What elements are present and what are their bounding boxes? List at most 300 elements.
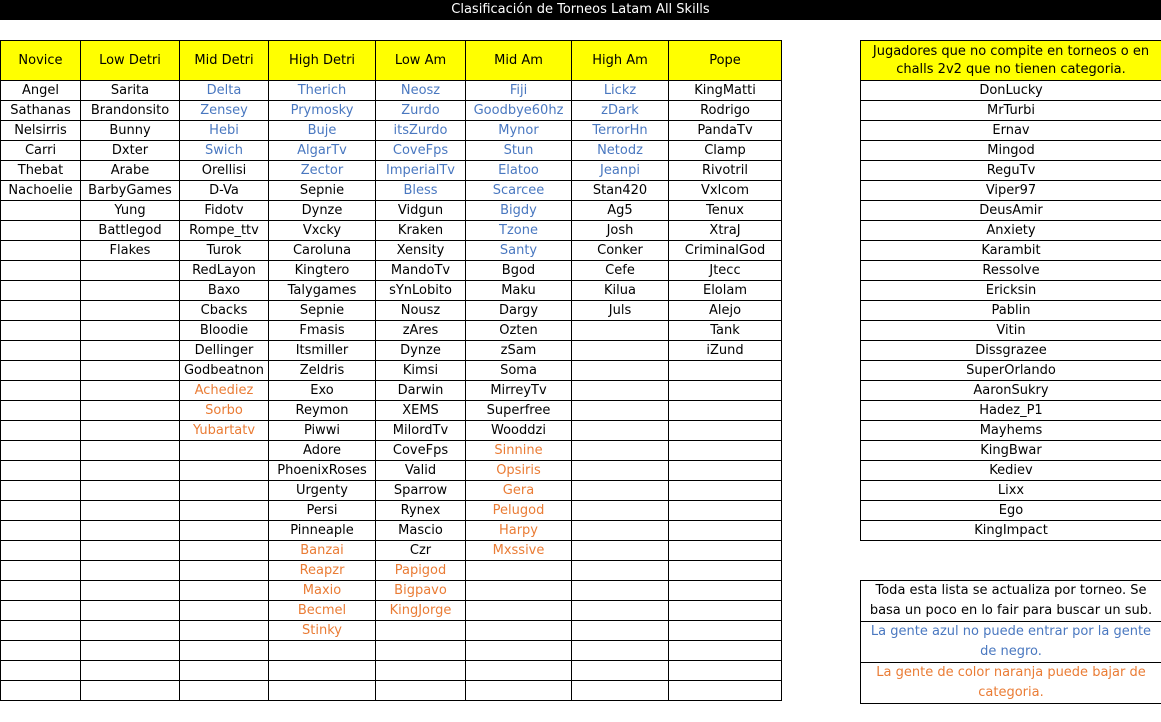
player-cell [81, 521, 180, 541]
player-cell: Stun [466, 141, 572, 161]
player-cell: Bgod [466, 261, 572, 281]
player-cell: Sinnine [466, 441, 572, 461]
player-cell: Yubartatv [180, 421, 269, 441]
table-row [861, 421, 1161, 441]
player-cell [1, 441, 81, 461]
player-cell: Ozten [466, 321, 572, 341]
table-row [1, 241, 782, 261]
player-cell [669, 661, 782, 681]
unranked-player-cell: KingImpact [861, 521, 1161, 541]
player-cell [1, 321, 81, 341]
player-cell [572, 661, 669, 681]
table-row [861, 161, 1161, 181]
player-cell [1, 381, 81, 401]
player-cell: Kimsi [376, 361, 466, 381]
table-row [861, 281, 1161, 301]
player-cell: CriminalGod [669, 241, 782, 261]
player-cell: Opsiris [466, 461, 572, 481]
column-header: High Am [572, 41, 669, 81]
player-cell: KingJorge [376, 601, 466, 621]
player-cell [466, 581, 572, 601]
player-cell: Fiji [466, 81, 572, 101]
table-row [1, 261, 782, 281]
player-cell: Santy [466, 241, 572, 261]
player-cell [1, 661, 81, 681]
player-cell [669, 681, 782, 701]
player-cell [1, 581, 81, 601]
player-cell: Soma [466, 361, 572, 381]
player-cell: D-Va [180, 181, 269, 201]
unranked-player-cell: Ericksin [861, 281, 1161, 301]
player-cell [180, 441, 269, 461]
player-cell: Tzone [466, 221, 572, 241]
player-cell [180, 601, 269, 621]
player-cell: XEMS [376, 401, 466, 421]
player-cell [180, 621, 269, 641]
player-cell: Mxssive [466, 541, 572, 561]
player-cell [1, 421, 81, 441]
player-cell: Dargy [466, 301, 572, 321]
unranked-player-cell: Dissgrazee [861, 341, 1161, 361]
table-row [1, 321, 782, 341]
player-cell: Becmel [269, 601, 376, 621]
unranked-player-cell: Viper97 [861, 181, 1161, 201]
player-cell [669, 581, 782, 601]
player-cell: Sathanas [1, 101, 81, 121]
player-cell [81, 661, 180, 681]
table-row [1, 81, 782, 101]
player-cell [1, 361, 81, 381]
column-header: Pope [669, 41, 782, 81]
table-row [1, 601, 782, 621]
player-cell: Rivotril [669, 161, 782, 181]
table-row [861, 121, 1161, 141]
player-cell [572, 621, 669, 641]
player-cell [572, 341, 669, 361]
player-cell [376, 661, 466, 681]
player-cell: Sepnie [269, 301, 376, 321]
player-cell: Delta [180, 81, 269, 101]
player-cell [269, 661, 376, 681]
player-cell [1, 481, 81, 501]
column-header: Mid Am [466, 41, 572, 81]
player-cell [180, 521, 269, 541]
player-cell [669, 381, 782, 401]
unranked-player-cell: Anxiety [861, 221, 1161, 241]
player-cell [1, 521, 81, 541]
table-row [1, 581, 782, 601]
player-cell: Darwin [376, 381, 466, 401]
player-cell: Xensity [376, 241, 466, 261]
player-cell: Therich [269, 81, 376, 101]
player-cell: KingMatti [669, 81, 782, 101]
unranked-player-cell: Ernav [861, 121, 1161, 141]
player-cell [81, 461, 180, 481]
player-cell [81, 481, 180, 501]
player-cell: Vxcky [269, 221, 376, 241]
player-cell: CoveFps [376, 141, 466, 161]
player-cell: Sepnie [269, 181, 376, 201]
player-cell [466, 621, 572, 641]
player-cell: Zector [269, 161, 376, 181]
player-cell [572, 441, 669, 461]
player-cell: Cbacks [180, 301, 269, 321]
player-cell: Rompe_ttv [180, 221, 269, 241]
table-row [861, 501, 1161, 521]
table-row [1, 361, 782, 381]
player-cell [81, 401, 180, 421]
player-cell [180, 461, 269, 481]
table-row [1, 281, 782, 301]
unranked-table [860, 40, 1161, 541]
player-cell: Nelsirris [1, 121, 81, 141]
unranked-header-row [861, 41, 1161, 81]
player-cell [1, 401, 81, 421]
unranked-header: Jugadores que no compite en torneos o en challs 2v2 que no tienen categoria. [861, 41, 1161, 81]
player-cell [466, 601, 572, 621]
player-cell [572, 321, 669, 341]
player-cell: zDark [572, 101, 669, 121]
unranked-player-cell: Mingod [861, 141, 1161, 161]
player-cell [81, 561, 180, 581]
player-cell [180, 581, 269, 601]
player-cell: Zeldris [269, 361, 376, 381]
unranked-player-cell: DonLucky [861, 81, 1161, 101]
unranked-player-cell: Pablin [861, 301, 1161, 321]
player-cell [572, 421, 669, 441]
player-cell: Orellisi [180, 161, 269, 181]
player-cell: Maxio [269, 581, 376, 601]
column-header: Low Detri [81, 41, 180, 81]
player-cell: Nachoelie [1, 181, 81, 201]
table-row [861, 301, 1161, 321]
player-cell [81, 381, 180, 401]
player-cell: Juls [572, 301, 669, 321]
player-cell [1, 281, 81, 301]
player-cell [669, 561, 782, 581]
player-cell [669, 401, 782, 421]
player-cell: Superfree [466, 401, 572, 421]
player-cell: Mynor [466, 121, 572, 141]
player-cell [572, 501, 669, 521]
player-cell [572, 381, 669, 401]
player-cell [572, 481, 669, 501]
player-cell [572, 641, 669, 661]
player-cell [81, 541, 180, 561]
table-row [1, 561, 782, 581]
player-cell: Vxlcom [669, 181, 782, 201]
player-cell: AlgarTv [269, 141, 376, 161]
player-cell [81, 361, 180, 381]
unranked-player-cell: SuperOrlando [861, 361, 1161, 381]
table-row [861, 441, 1161, 461]
player-cell: sYnLobito [376, 281, 466, 301]
ranking-table [0, 40, 782, 701]
player-cell: Reymon [269, 401, 376, 421]
player-cell: Godbeatnon [180, 361, 269, 381]
player-cell [81, 601, 180, 621]
table-row [861, 81, 1161, 101]
player-cell: Urgenty [269, 481, 376, 501]
table-row [861, 461, 1161, 481]
player-cell: Fidotv [180, 201, 269, 221]
player-cell [1, 561, 81, 581]
player-cell [572, 461, 669, 481]
player-cell: PhoenixRoses [269, 461, 376, 481]
player-cell [81, 441, 180, 461]
player-cell: Dynze [376, 341, 466, 361]
table-row [1, 541, 782, 561]
player-cell: Adore [269, 441, 376, 461]
player-cell [1, 241, 81, 261]
unranked-player-cell: Karambit [861, 241, 1161, 261]
player-cell: Talygames [269, 281, 376, 301]
player-cell [669, 601, 782, 621]
player-cell [376, 681, 466, 701]
unranked-player-cell: Kediev [861, 461, 1161, 481]
page-title: Clasificación de Torneos Latam All Skills [0, 0, 1161, 20]
column-header: Low Am [376, 41, 466, 81]
player-cell [81, 341, 180, 361]
note-row [861, 622, 1161, 663]
player-cell: Battlegod [81, 221, 180, 241]
player-cell: Ag5 [572, 201, 669, 221]
unranked-player-cell: Ressolve [861, 261, 1161, 281]
unranked-player-cell: KingBwar [861, 441, 1161, 461]
player-cell: Czr [376, 541, 466, 561]
player-cell [572, 601, 669, 621]
table-row [861, 201, 1161, 221]
player-cell [81, 281, 180, 301]
player-cell: Gera [466, 481, 572, 501]
note-text: Toda esta lista se actualiza por torneo. Se basa un poco en lo fair para buscar un sub. [861, 581, 1161, 622]
player-cell: Dynze [269, 201, 376, 221]
player-cell: Caroluna [269, 241, 376, 261]
player-cell [81, 681, 180, 701]
player-cell [1, 261, 81, 281]
table-row [1, 341, 782, 361]
player-cell [669, 541, 782, 561]
player-cell [1, 461, 81, 481]
player-cell: Bunny [81, 121, 180, 141]
player-cell [1, 221, 81, 241]
player-cell [180, 681, 269, 701]
player-cell [81, 321, 180, 341]
table-row [1, 181, 782, 201]
player-cell: Jtecc [669, 261, 782, 281]
table-row [1, 641, 782, 661]
player-cell [1, 541, 81, 561]
legend-notes [860, 580, 1161, 704]
table-row [1, 461, 782, 481]
player-cell [669, 361, 782, 381]
player-cell: iZund [669, 341, 782, 361]
player-cell [572, 401, 669, 421]
player-cell: Swich [180, 141, 269, 161]
player-cell: Bigdy [466, 201, 572, 221]
player-cell: Clamp [669, 141, 782, 161]
column-header: High Detri [269, 41, 376, 81]
player-cell: Bloodie [180, 321, 269, 341]
player-cell: Turok [180, 241, 269, 261]
player-cell: Kingtero [269, 261, 376, 281]
unranked-player-cell: MrTurbi [861, 101, 1161, 121]
unranked-player-cell: Vitin [861, 321, 1161, 341]
player-cell: Yung [81, 201, 180, 221]
player-cell [376, 641, 466, 661]
player-cell [669, 621, 782, 641]
column-header: Novice [1, 41, 81, 81]
player-cell [572, 521, 669, 541]
player-cell: Pinneaple [269, 521, 376, 541]
player-cell: Rynex [376, 501, 466, 521]
player-cell: Mascio [376, 521, 466, 541]
player-cell [572, 581, 669, 601]
table-row [861, 521, 1161, 541]
player-cell: Fmasis [269, 321, 376, 341]
player-cell [572, 561, 669, 581]
player-cell [1, 501, 81, 521]
player-cell [669, 521, 782, 541]
player-cell: PandaTv [669, 121, 782, 141]
player-cell [572, 541, 669, 561]
player-cell: Sarita [81, 81, 180, 101]
player-cell [1, 681, 81, 701]
player-cell: MilordTv [376, 421, 466, 441]
table-row [861, 381, 1161, 401]
table-row [1, 481, 782, 501]
table-row [1, 661, 782, 681]
player-cell: zSam [466, 341, 572, 361]
player-cell: Banzai [269, 541, 376, 561]
unranked-player-cell: AaronSukry [861, 381, 1161, 401]
player-cell: Sorbo [180, 401, 269, 421]
player-cell [1, 641, 81, 661]
player-cell: Angel [1, 81, 81, 101]
table-row [1, 101, 782, 121]
player-cell: Piwwi [269, 421, 376, 441]
player-cell: Alejo [669, 301, 782, 321]
player-cell: Buje [269, 121, 376, 141]
player-cell: RedLayon [180, 261, 269, 281]
player-cell [669, 461, 782, 481]
player-cell: Achediez [180, 381, 269, 401]
player-cell [180, 641, 269, 661]
unranked-player-cell: ReguTv [861, 161, 1161, 181]
table-row [861, 181, 1161, 201]
table-row [861, 101, 1161, 121]
player-cell [180, 501, 269, 521]
unranked-player-cell: Mayhems [861, 421, 1161, 441]
player-cell: BarbyGames [81, 181, 180, 201]
table-row [861, 241, 1161, 261]
table-row [861, 321, 1161, 341]
player-cell: Prymosky [269, 101, 376, 121]
player-cell [1, 201, 81, 221]
player-cell [81, 421, 180, 441]
player-cell: Papigod [376, 561, 466, 581]
table-row [1, 621, 782, 641]
player-cell [180, 661, 269, 681]
table-row [861, 221, 1161, 241]
player-cell [81, 581, 180, 601]
table-row [1, 221, 782, 241]
table-row [1, 501, 782, 521]
table-row [861, 141, 1161, 161]
player-cell [180, 541, 269, 561]
player-cell: Itsmiller [269, 341, 376, 361]
player-cell [466, 561, 572, 581]
player-cell [81, 641, 180, 661]
player-cell [81, 501, 180, 521]
player-cell: Lickz [572, 81, 669, 101]
player-cell [669, 501, 782, 521]
table-row [861, 481, 1161, 501]
table-row [861, 401, 1161, 421]
table-row [861, 361, 1161, 381]
player-cell: itsZurdo [376, 121, 466, 141]
player-cell [81, 301, 180, 321]
player-cell: MandoTv [376, 261, 466, 281]
note-row [861, 581, 1161, 622]
table-row [1, 141, 782, 161]
player-cell: Cefe [572, 261, 669, 281]
player-cell: Nousz [376, 301, 466, 321]
player-cell: Harpy [466, 521, 572, 541]
table-row [1, 521, 782, 541]
player-cell: Josh [572, 221, 669, 241]
player-cell: Persi [269, 501, 376, 521]
table-row [861, 341, 1161, 361]
player-cell: XtraJ [669, 221, 782, 241]
player-cell: Carri [1, 141, 81, 161]
player-cell: Maku [466, 281, 572, 301]
player-cell: Scarcee [466, 181, 572, 201]
player-cell: CoveFps [376, 441, 466, 461]
player-cell [376, 621, 466, 641]
player-cell: Zurdo [376, 101, 466, 121]
player-cell: Rodrigo [669, 101, 782, 121]
player-cell: Neosz [376, 81, 466, 101]
player-cell [572, 361, 669, 381]
player-cell [1, 621, 81, 641]
table-row [1, 441, 782, 461]
player-cell [669, 481, 782, 501]
player-cell: Elolam [669, 281, 782, 301]
player-cell: Zensey [180, 101, 269, 121]
player-cell: Conker [572, 241, 669, 261]
table-row [1, 161, 782, 181]
player-cell: Exo [269, 381, 376, 401]
player-cell: zAres [376, 321, 466, 341]
note-text: La gente azul no puede entrar por la gente de negro. [861, 622, 1161, 663]
player-cell [572, 681, 669, 701]
unranked-player-cell: Hadez_P1 [861, 401, 1161, 421]
player-cell: Netodz [572, 141, 669, 161]
player-cell [466, 641, 572, 661]
player-cell [669, 421, 782, 441]
player-cell [466, 681, 572, 701]
player-cell: MirreyTv [466, 381, 572, 401]
player-cell: Pelugod [466, 501, 572, 521]
table-row [1, 401, 782, 421]
player-cell [269, 641, 376, 661]
player-cell: Stinky [269, 621, 376, 641]
table-row [1, 381, 782, 401]
player-cell: Thebat [1, 161, 81, 181]
player-cell [1, 341, 81, 361]
player-cell: Tenux [669, 201, 782, 221]
